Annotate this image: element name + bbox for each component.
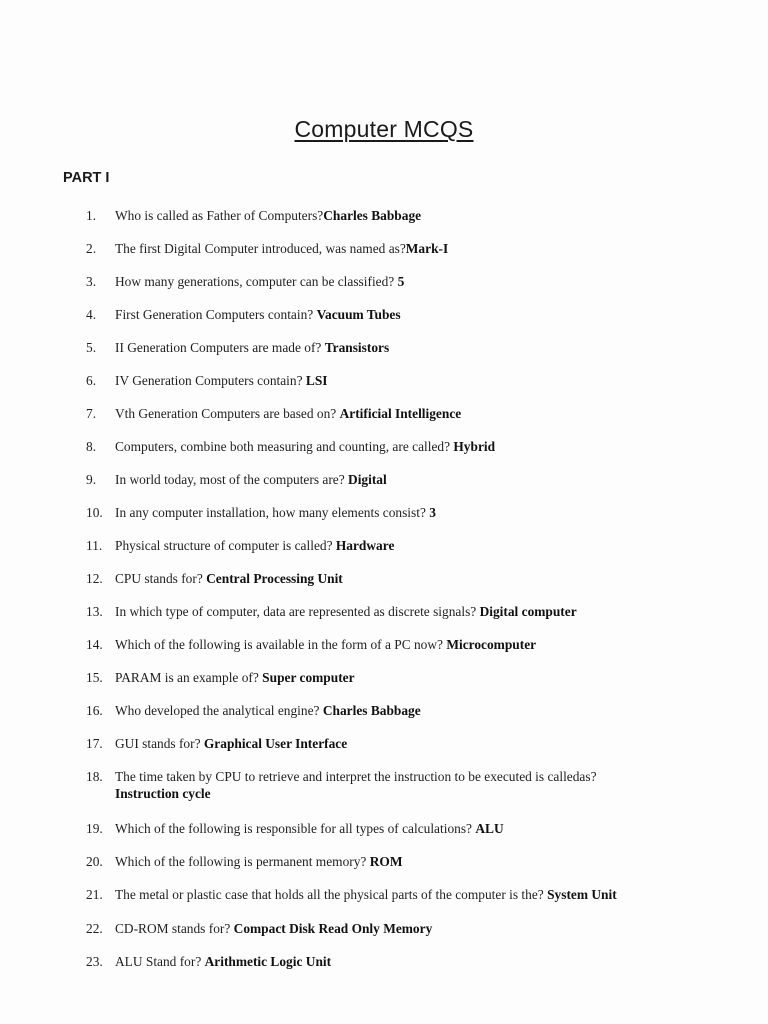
question-text: In world today, most of the computers are? (115, 472, 349, 487)
question-body (115, 570, 725, 587)
question-text: The first Digital Computer introduced, was named as? (115, 241, 406, 256)
question-text: Physical structure of computer is called? (115, 538, 336, 553)
question-answer: LSI (305, 373, 328, 388)
question-answer: Digital computer (479, 604, 577, 619)
question-answer: Charles Babbage (322, 703, 421, 718)
question-text: IV Generation Computers contain? (115, 373, 306, 388)
question-number: 4. (86, 307, 97, 322)
question-text: Which of the following is responsible for all types of calculations? (115, 821, 476, 836)
question-number: 14. (86, 637, 103, 652)
document-title: Computer MCQS (294, 116, 474, 142)
question-body (115, 207, 725, 224)
question-body (115, 768, 725, 802)
question-body (115, 405, 725, 422)
question-number: 3. (86, 274, 97, 289)
question-answer: Transistors (324, 340, 390, 355)
question-text: II Generation Computers are made of? (115, 340, 325, 355)
question-answer: 3 (429, 505, 436, 520)
question-answer: Compact Disk Read Only Memory (233, 921, 433, 936)
question-text: CPU stands for? (115, 571, 207, 586)
question-body (115, 471, 725, 488)
question-answer: Hybrid (453, 439, 496, 454)
question-answer: Central Processing Unit (206, 571, 343, 586)
question-number: 13. (86, 604, 103, 619)
question-number: 9. (86, 472, 97, 487)
question-body (115, 438, 725, 455)
question-answer: Hardware (335, 538, 395, 553)
question-number: 20. (86, 854, 103, 869)
question-body (115, 504, 725, 521)
question-number: 17. (86, 736, 103, 751)
question-number: 6. (86, 373, 97, 388)
question-body (115, 820, 725, 837)
part-heading: PART I (63, 170, 110, 186)
question-number: 22. (86, 921, 103, 936)
question-number: 21. (86, 887, 103, 902)
question-answer: Charles Babbage (323, 208, 422, 223)
question-answer: ROM (369, 854, 403, 869)
question-number: 7. (86, 406, 97, 421)
question-answer: Instruction cycle (115, 786, 211, 801)
question-number: 16. (86, 703, 103, 718)
question-body (115, 273, 725, 290)
question-text: Which of the following is permanent memory? (115, 854, 370, 869)
question-body (115, 669, 725, 686)
question-number: 2. (86, 241, 97, 256)
question-body (115, 636, 725, 653)
question-body (115, 537, 725, 554)
question-text: In any computer installation, how many elements consist? (115, 505, 430, 520)
question-body (115, 853, 725, 870)
question-body (115, 306, 725, 323)
question-number: 18. (86, 769, 103, 784)
question-body (115, 702, 725, 719)
question-answer: Mark-I (405, 241, 449, 256)
question-text: How many generations, computer can be classified? (115, 274, 398, 289)
question-number: 19. (86, 821, 103, 836)
question-text: Who developed the analytical engine? (115, 703, 323, 718)
question-answer: ALU (475, 821, 504, 836)
question-body (115, 735, 725, 752)
question-number: 1. (86, 208, 97, 223)
question-answer: Super computer (262, 670, 355, 685)
question-body (115, 603, 725, 620)
question-body (115, 372, 725, 389)
question-text: The metal or plastic case that holds all the physical parts of the computer is the? (115, 887, 548, 902)
question-body (115, 920, 725, 937)
question-text: First Generation Computers contain? (115, 307, 317, 322)
question-text: CD-ROM stands for? (115, 921, 234, 936)
question-number: 11. (86, 538, 103, 553)
question-body (115, 240, 725, 257)
question-answer: Microcomputer (446, 637, 537, 652)
question-number: 15. (86, 670, 103, 685)
question-text: Who is called as Father of Computers? (115, 208, 324, 223)
question-text: Computers, combine both measuring and counting, are called? (115, 439, 454, 454)
question-text: Which of the following is available in the form of a PC now? (115, 637, 447, 652)
question-answer: 5 (397, 274, 405, 289)
question-number: 12. (86, 571, 103, 586)
question-body (115, 339, 725, 356)
question-answer: Digital (348, 472, 387, 487)
question-answer: System Unit (547, 887, 617, 902)
question-text: In which type of computer, data are represented as discrete signals? (115, 604, 480, 619)
question-body (115, 953, 725, 970)
question-answer: Vacuum Tubes (316, 307, 401, 322)
question-text: ALU Stand for? (115, 954, 205, 969)
question-text: Vth Generation Computers are based on? (115, 406, 340, 421)
question-number: 10. (86, 505, 103, 520)
question-number: 23. (86, 954, 103, 969)
question-answer: Arithmetic Logic Unit (204, 954, 332, 969)
question-number: 5. (86, 340, 97, 355)
question-text: PARAM is an example of? (115, 670, 263, 685)
question-answer: Artificial Intelligence (339, 406, 462, 421)
question-text: GUI stands for? (115, 736, 204, 751)
question-answer: Graphical User Interface (203, 736, 348, 751)
question-body (115, 886, 725, 903)
question-text: The time taken by CPU to retrieve and interpret the instruction to be executed is calledas? (115, 769, 597, 784)
question-number: 8. (86, 439, 97, 454)
